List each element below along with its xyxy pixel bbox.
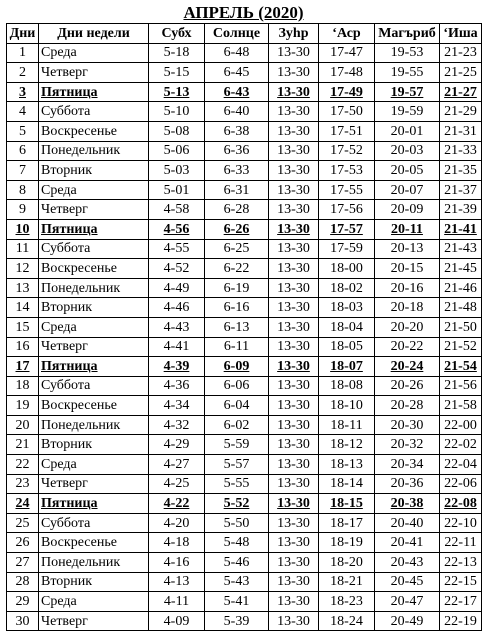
cell-maghrib: 20-28 bbox=[375, 396, 440, 416]
cell-asr: 18-00 bbox=[319, 259, 375, 279]
table-row bbox=[7, 494, 482, 514]
cell-sun: 5-59 bbox=[205, 435, 269, 455]
cell-weekday: Вторник bbox=[39, 298, 149, 318]
cell-day: 11 bbox=[7, 239, 39, 259]
cell-sun: 5-48 bbox=[205, 533, 269, 553]
cell-zuhr: 13-30 bbox=[269, 219, 319, 239]
table-row bbox=[7, 474, 482, 494]
cell-subh: 4-52 bbox=[149, 259, 205, 279]
cell-zuhr: 13-30 bbox=[269, 611, 319, 631]
cell-weekday: Среда bbox=[39, 317, 149, 337]
cell-weekday: Пятница bbox=[39, 219, 149, 239]
cell-asr: 18-20 bbox=[319, 553, 375, 573]
cell-sun: 6-13 bbox=[205, 317, 269, 337]
cell-maghrib: 20-43 bbox=[375, 553, 440, 573]
cell-weekday: Понедельник bbox=[39, 141, 149, 161]
cell-weekday: Среда bbox=[39, 592, 149, 612]
cell-zuhr: 13-30 bbox=[269, 415, 319, 435]
table-row bbox=[7, 376, 482, 396]
cell-sun: 6-36 bbox=[205, 141, 269, 161]
cell-zuhr: 13-30 bbox=[269, 572, 319, 592]
cell-maghrib: 20-15 bbox=[375, 259, 440, 279]
cell-sun: 6-31 bbox=[205, 180, 269, 200]
cell-isha: 21-48 bbox=[440, 298, 482, 318]
cell-weekday: Вторник bbox=[39, 161, 149, 181]
cell-maghrib: 19-55 bbox=[375, 63, 440, 83]
cell-asr: 18-12 bbox=[319, 435, 375, 455]
cell-zuhr: 13-30 bbox=[269, 259, 319, 279]
cell-subh: 4-11 bbox=[149, 592, 205, 612]
cell-weekday: Четверг bbox=[39, 200, 149, 220]
cell-subh: 4-20 bbox=[149, 513, 205, 533]
cell-subh: 4-36 bbox=[149, 376, 205, 396]
table-row bbox=[7, 337, 482, 357]
cell-day: 18 bbox=[7, 376, 39, 396]
table-row bbox=[7, 533, 482, 553]
cell-weekday: Суббота bbox=[39, 102, 149, 122]
cell-isha: 21-52 bbox=[440, 337, 482, 357]
cell-maghrib: 20-05 bbox=[375, 161, 440, 181]
header-zuhr: Зуhр bbox=[269, 24, 319, 44]
header-weekday: Дни недели bbox=[39, 24, 149, 44]
cell-sun: 6-28 bbox=[205, 200, 269, 220]
table-row bbox=[7, 141, 482, 161]
cell-day: 3 bbox=[7, 82, 39, 102]
cell-asr: 17-57 bbox=[319, 219, 375, 239]
cell-sun: 5-50 bbox=[205, 513, 269, 533]
table-row bbox=[7, 180, 482, 200]
cell-zuhr: 13-30 bbox=[269, 43, 319, 63]
cell-zuhr: 13-30 bbox=[269, 357, 319, 377]
table-row bbox=[7, 43, 482, 63]
cell-maghrib: 20-09 bbox=[375, 200, 440, 220]
cell-day: 25 bbox=[7, 513, 39, 533]
cell-maghrib: 20-32 bbox=[375, 435, 440, 455]
cell-asr: 17-53 bbox=[319, 161, 375, 181]
cell-subh: 5-06 bbox=[149, 141, 205, 161]
cell-sun: 6-09 bbox=[205, 357, 269, 377]
cell-day: 2 bbox=[7, 63, 39, 83]
cell-zuhr: 13-30 bbox=[269, 161, 319, 181]
cell-isha: 22-06 bbox=[440, 474, 482, 494]
cell-sun: 6-04 bbox=[205, 396, 269, 416]
cell-isha: 22-19 bbox=[440, 611, 482, 631]
cell-subh: 4-58 bbox=[149, 200, 205, 220]
header-maghrib: Магъриб bbox=[375, 24, 440, 44]
cell-zuhr: 13-30 bbox=[269, 553, 319, 573]
cell-isha: 22-11 bbox=[440, 533, 482, 553]
cell-subh: 4-56 bbox=[149, 219, 205, 239]
cell-isha: 22-17 bbox=[440, 592, 482, 612]
cell-maghrib: 20-36 bbox=[375, 474, 440, 494]
cell-asr: 18-24 bbox=[319, 611, 375, 631]
cell-subh: 4-18 bbox=[149, 533, 205, 553]
cell-weekday: Вторник bbox=[39, 435, 149, 455]
cell-subh: 5-08 bbox=[149, 121, 205, 141]
cell-sun: 6-25 bbox=[205, 239, 269, 259]
cell-day: 27 bbox=[7, 553, 39, 573]
table-header bbox=[7, 24, 482, 44]
cell-isha: 22-02 bbox=[440, 435, 482, 455]
cell-sun: 6-19 bbox=[205, 278, 269, 298]
page-title: АПРЕЛЬ (2020) bbox=[183, 3, 304, 22]
cell-zuhr: 13-30 bbox=[269, 455, 319, 475]
cell-asr: 17-47 bbox=[319, 43, 375, 63]
cell-sun: 6-45 bbox=[205, 63, 269, 83]
cell-subh: 5-03 bbox=[149, 161, 205, 181]
cell-sun: 6-48 bbox=[205, 43, 269, 63]
cell-maghrib: 20-41 bbox=[375, 533, 440, 553]
cell-subh: 5-13 bbox=[149, 82, 205, 102]
cell-zuhr: 13-30 bbox=[269, 63, 319, 83]
cell-day: 21 bbox=[7, 435, 39, 455]
cell-subh: 4-16 bbox=[149, 553, 205, 573]
cell-isha: 21-45 bbox=[440, 259, 482, 279]
cell-isha: 21-50 bbox=[440, 317, 482, 337]
cell-weekday: Понедельник bbox=[39, 553, 149, 573]
cell-subh: 4-49 bbox=[149, 278, 205, 298]
cell-day: 13 bbox=[7, 278, 39, 298]
cell-sun: 5-46 bbox=[205, 553, 269, 573]
cell-weekday: Среда bbox=[39, 43, 149, 63]
cell-weekday: Пятница bbox=[39, 82, 149, 102]
cell-subh: 4-34 bbox=[149, 396, 205, 416]
cell-subh: 4-13 bbox=[149, 572, 205, 592]
cell-sun: 6-43 bbox=[205, 82, 269, 102]
cell-maghrib: 20-26 bbox=[375, 376, 440, 396]
cell-weekday: Четверг bbox=[39, 337, 149, 357]
table-row bbox=[7, 572, 482, 592]
cell-zuhr: 13-30 bbox=[269, 200, 319, 220]
cell-weekday: Воскресенье bbox=[39, 396, 149, 416]
cell-zuhr: 13-30 bbox=[269, 121, 319, 141]
cell-isha: 21-23 bbox=[440, 43, 482, 63]
cell-maghrib: 20-01 bbox=[375, 121, 440, 141]
cell-isha: 21-27 bbox=[440, 82, 482, 102]
cell-weekday: Вторник bbox=[39, 572, 149, 592]
table-row bbox=[7, 415, 482, 435]
cell-maghrib: 20-03 bbox=[375, 141, 440, 161]
cell-day: 1 bbox=[7, 43, 39, 63]
cell-day: 16 bbox=[7, 337, 39, 357]
cell-asr: 17-59 bbox=[319, 239, 375, 259]
cell-day: 24 bbox=[7, 494, 39, 514]
table-row bbox=[7, 161, 482, 181]
cell-subh: 4-29 bbox=[149, 435, 205, 455]
cell-subh: 4-09 bbox=[149, 611, 205, 631]
cell-maghrib: 19-57 bbox=[375, 82, 440, 102]
cell-subh: 4-39 bbox=[149, 357, 205, 377]
cell-sun: 6-16 bbox=[205, 298, 269, 318]
cell-isha: 22-08 bbox=[440, 494, 482, 514]
table-row bbox=[7, 611, 482, 631]
cell-day: 29 bbox=[7, 592, 39, 612]
cell-zuhr: 13-30 bbox=[269, 141, 319, 161]
cell-asr: 18-21 bbox=[319, 572, 375, 592]
cell-asr: 18-07 bbox=[319, 357, 375, 377]
cell-maghrib: 20-13 bbox=[375, 239, 440, 259]
cell-asr: 17-56 bbox=[319, 200, 375, 220]
cell-subh: 5-18 bbox=[149, 43, 205, 63]
cell-zuhr: 13-30 bbox=[269, 317, 319, 337]
cell-maghrib: 20-47 bbox=[375, 592, 440, 612]
cell-maghrib: 19-53 bbox=[375, 43, 440, 63]
cell-maghrib: 19-59 bbox=[375, 102, 440, 122]
cell-maghrib: 20-45 bbox=[375, 572, 440, 592]
header-day: Дни bbox=[7, 24, 39, 44]
header-isha: ‘Иша bbox=[440, 24, 482, 44]
cell-day: 14 bbox=[7, 298, 39, 318]
cell-zuhr: 13-30 bbox=[269, 474, 319, 494]
cell-subh: 4-43 bbox=[149, 317, 205, 337]
cell-zuhr: 13-30 bbox=[269, 180, 319, 200]
cell-sun: 6-38 bbox=[205, 121, 269, 141]
cell-weekday: Понедельник bbox=[39, 278, 149, 298]
table-row bbox=[7, 357, 482, 377]
cell-day: 22 bbox=[7, 455, 39, 475]
cell-weekday: Суббота bbox=[39, 239, 149, 259]
table-row bbox=[7, 219, 482, 239]
cell-asr: 18-15 bbox=[319, 494, 375, 514]
header-sun: Солнце bbox=[205, 24, 269, 44]
cell-asr: 18-23 bbox=[319, 592, 375, 612]
table-row bbox=[7, 278, 482, 298]
cell-sun: 5-43 bbox=[205, 572, 269, 592]
cell-zuhr: 13-30 bbox=[269, 278, 319, 298]
cell-subh: 4-25 bbox=[149, 474, 205, 494]
cell-isha: 21-54 bbox=[440, 357, 482, 377]
table-row bbox=[7, 239, 482, 259]
cell-weekday: Суббота bbox=[39, 513, 149, 533]
cell-maghrib: 20-18 bbox=[375, 298, 440, 318]
cell-isha: 22-10 bbox=[440, 513, 482, 533]
cell-day: 10 bbox=[7, 219, 39, 239]
cell-weekday: Пятница bbox=[39, 357, 149, 377]
cell-asr: 17-51 bbox=[319, 121, 375, 141]
cell-maghrib: 20-20 bbox=[375, 317, 440, 337]
cell-isha: 21-43 bbox=[440, 239, 482, 259]
cell-isha: 21-35 bbox=[440, 161, 482, 181]
cell-weekday: Понедельник bbox=[39, 415, 149, 435]
cell-maghrib: 20-49 bbox=[375, 611, 440, 631]
cell-asr: 18-14 bbox=[319, 474, 375, 494]
cell-weekday: Пятница bbox=[39, 494, 149, 514]
prayer-times-table bbox=[6, 23, 482, 631]
cell-sun: 5-57 bbox=[205, 455, 269, 475]
cell-weekday: Четверг bbox=[39, 474, 149, 494]
cell-day: 30 bbox=[7, 611, 39, 631]
cell-day: 23 bbox=[7, 474, 39, 494]
cell-day: 4 bbox=[7, 102, 39, 122]
cell-day: 6 bbox=[7, 141, 39, 161]
cell-asr: 18-03 bbox=[319, 298, 375, 318]
cell-weekday: Суббота bbox=[39, 376, 149, 396]
cell-day: 20 bbox=[7, 415, 39, 435]
cell-asr: 17-50 bbox=[319, 102, 375, 122]
cell-sun: 6-06 bbox=[205, 376, 269, 396]
cell-sun: 5-41 bbox=[205, 592, 269, 612]
cell-day: 7 bbox=[7, 161, 39, 181]
cell-isha: 21-29 bbox=[440, 102, 482, 122]
cell-day: 19 bbox=[7, 396, 39, 416]
cell-sun: 6-33 bbox=[205, 161, 269, 181]
cell-maghrib: 20-40 bbox=[375, 513, 440, 533]
cell-weekday: Воскресенье bbox=[39, 259, 149, 279]
cell-isha: 21-58 bbox=[440, 396, 482, 416]
table-row bbox=[7, 592, 482, 612]
table-row bbox=[7, 455, 482, 475]
cell-subh: 4-55 bbox=[149, 239, 205, 259]
cell-subh: 5-10 bbox=[149, 102, 205, 122]
table-row bbox=[7, 298, 482, 318]
cell-sun: 6-40 bbox=[205, 102, 269, 122]
cell-day: 9 bbox=[7, 200, 39, 220]
cell-asr: 17-55 bbox=[319, 180, 375, 200]
cell-asr: 17-49 bbox=[319, 82, 375, 102]
cell-zuhr: 13-30 bbox=[269, 396, 319, 416]
cell-isha: 21-25 bbox=[440, 63, 482, 83]
cell-day: 5 bbox=[7, 121, 39, 141]
cell-maghrib: 20-16 bbox=[375, 278, 440, 298]
cell-asr: 18-17 bbox=[319, 513, 375, 533]
cell-zuhr: 13-30 bbox=[269, 102, 319, 122]
cell-maghrib: 20-11 bbox=[375, 219, 440, 239]
cell-weekday: Среда bbox=[39, 455, 149, 475]
cell-sun: 6-02 bbox=[205, 415, 269, 435]
cell-day: 15 bbox=[7, 317, 39, 337]
table-row bbox=[7, 121, 482, 141]
table-row bbox=[7, 102, 482, 122]
cell-sun: 5-39 bbox=[205, 611, 269, 631]
cell-asr: 18-08 bbox=[319, 376, 375, 396]
cell-subh: 4-41 bbox=[149, 337, 205, 357]
table-row bbox=[7, 553, 482, 573]
cell-asr: 18-11 bbox=[319, 415, 375, 435]
cell-isha: 22-04 bbox=[440, 455, 482, 475]
cell-zuhr: 13-30 bbox=[269, 494, 319, 514]
cell-sun: 5-52 bbox=[205, 494, 269, 514]
table-row bbox=[7, 317, 482, 337]
cell-maghrib: 20-24 bbox=[375, 357, 440, 377]
table-row bbox=[7, 259, 482, 279]
cell-zuhr: 13-30 bbox=[269, 239, 319, 259]
table-row bbox=[7, 200, 482, 220]
cell-zuhr: 13-30 bbox=[269, 435, 319, 455]
cell-sun: 6-26 bbox=[205, 219, 269, 239]
cell-asr: 18-04 bbox=[319, 317, 375, 337]
cell-sun: 6-11 bbox=[205, 337, 269, 357]
cell-weekday: Четверг bbox=[39, 611, 149, 631]
table-row bbox=[7, 82, 482, 102]
cell-maghrib: 20-30 bbox=[375, 415, 440, 435]
cell-asr: 17-52 bbox=[319, 141, 375, 161]
cell-isha: 22-15 bbox=[440, 572, 482, 592]
table-row bbox=[7, 513, 482, 533]
cell-zuhr: 13-30 bbox=[269, 337, 319, 357]
cell-isha: 22-00 bbox=[440, 415, 482, 435]
cell-weekday: Воскресенье bbox=[39, 533, 149, 553]
table-row bbox=[7, 435, 482, 455]
table-row bbox=[7, 63, 482, 83]
cell-maghrib: 20-34 bbox=[375, 455, 440, 475]
header-asr: ‘Аср bbox=[319, 24, 375, 44]
header-subh: Субх bbox=[149, 24, 205, 44]
cell-zuhr: 13-30 bbox=[269, 82, 319, 102]
cell-asr: 17-48 bbox=[319, 63, 375, 83]
table-row bbox=[7, 396, 482, 416]
cell-asr: 18-13 bbox=[319, 455, 375, 475]
cell-isha: 21-33 bbox=[440, 141, 482, 161]
cell-subh: 4-32 bbox=[149, 415, 205, 435]
cell-isha: 21-41 bbox=[440, 219, 482, 239]
cell-day: 28 bbox=[7, 572, 39, 592]
cell-isha: 21-39 bbox=[440, 200, 482, 220]
cell-isha: 22-13 bbox=[440, 553, 482, 573]
cell-maghrib: 20-38 bbox=[375, 494, 440, 514]
cell-asr: 18-10 bbox=[319, 396, 375, 416]
cell-isha: 21-31 bbox=[440, 121, 482, 141]
cell-zuhr: 13-30 bbox=[269, 376, 319, 396]
table-body bbox=[7, 43, 482, 631]
cell-subh: 4-22 bbox=[149, 494, 205, 514]
cell-asr: 18-19 bbox=[319, 533, 375, 553]
cell-isha: 21-46 bbox=[440, 278, 482, 298]
cell-maghrib: 20-22 bbox=[375, 337, 440, 357]
cell-isha: 21-56 bbox=[440, 376, 482, 396]
cell-subh: 5-15 bbox=[149, 63, 205, 83]
cell-subh: 5-01 bbox=[149, 180, 205, 200]
cell-weekday: Воскресенье bbox=[39, 121, 149, 141]
cell-isha: 21-37 bbox=[440, 180, 482, 200]
cell-day: 12 bbox=[7, 259, 39, 279]
cell-zuhr: 13-30 bbox=[269, 513, 319, 533]
cell-sun: 5-55 bbox=[205, 474, 269, 494]
cell-asr: 18-02 bbox=[319, 278, 375, 298]
cell-sun: 6-22 bbox=[205, 259, 269, 279]
cell-zuhr: 13-30 bbox=[269, 533, 319, 553]
cell-weekday: Среда bbox=[39, 180, 149, 200]
cell-subh: 4-27 bbox=[149, 455, 205, 475]
cell-day: 26 bbox=[7, 533, 39, 553]
cell-zuhr: 13-30 bbox=[269, 298, 319, 318]
cell-weekday: Четверг bbox=[39, 63, 149, 83]
cell-maghrib: 20-07 bbox=[375, 180, 440, 200]
cell-day: 17 bbox=[7, 357, 39, 377]
cell-day: 8 bbox=[7, 180, 39, 200]
cell-asr: 18-05 bbox=[319, 337, 375, 357]
cell-zuhr: 13-30 bbox=[269, 592, 319, 612]
header-row bbox=[7, 24, 482, 44]
cell-subh: 4-46 bbox=[149, 298, 205, 318]
